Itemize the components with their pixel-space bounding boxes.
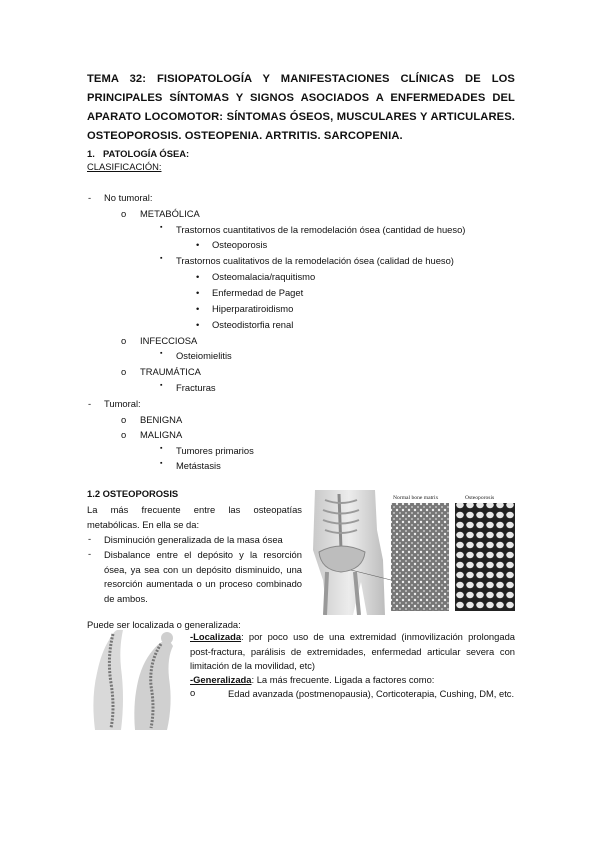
generalizada-paragraph — [190, 673, 515, 688]
outline-no-tumoral: No tumoral: — [104, 192, 153, 203]
outline-traumatica: TRAUMÁTICA — [140, 366, 201, 377]
localization-intro: Puede ser localizada o generalizada: — [87, 619, 241, 630]
skeleton-illustration — [313, 490, 385, 615]
normal-bone-matrix-label: Normal bone matrix — [393, 495, 439, 501]
page-title: TEMA 32: FISIOPATOLOGÍA Y MANIFESTACIONES CLÍNICAS DE LOS PRINCIPALES SÍNTOMAS Y SIGNOS ASOCIADOS A ENFERMEDADES DEL APARATO LOCOMOTOR: SÍNTOMAS ÓSEOS, MUSCULARES Y ARTICULARES. OSTEOPOROSIS. OSTEOPENIA. ARTRITIS. SARCOPENIA. — [87, 73, 515, 142]
square-bullet-icon: ▪ — [160, 224, 163, 231]
dash-marker: - — [88, 548, 92, 559]
spine-figure — [87, 628, 179, 730]
outline-osteomielitis: Osteiomielitis — [176, 350, 232, 361]
outline-hiperparatiroidismo: Hiperparatiroidismo — [212, 303, 294, 314]
outline-osteoporosis: Osteoporosis — [212, 239, 268, 250]
square-bullet-icon: ▪ — [160, 382, 163, 389]
outline-fracturas: Fracturas — [176, 382, 216, 393]
square-bullet-icon: ▪ — [160, 460, 163, 467]
bone-matrix-figure — [305, 490, 517, 615]
localizada-paragraph — [190, 630, 515, 674]
dash-marker: - — [88, 192, 92, 203]
normal-bone-matrix-image — [391, 503, 449, 611]
outline-osteomalacia: Osteomalacia/raquitismo — [212, 271, 316, 282]
outline-metastasis: Metástasis — [176, 460, 221, 471]
localizada-label: -Localizada — [190, 631, 242, 642]
section-1-heading — [87, 148, 189, 159]
bullet-icon: • — [196, 287, 200, 298]
section-1-title: PATOLOGÍA ÓSEA: — [103, 148, 190, 159]
square-bullet-icon: ▪ — [160, 350, 163, 357]
generalizada-text: : La más frecuente. Ligada a factores como: — [251, 674, 435, 685]
bullet-icon: • — [196, 271, 200, 282]
osteoporosis-bullet-1: Disminución generalizada de la masa ósea — [104, 534, 283, 545]
circle-marker: o — [190, 687, 196, 698]
outline-tumores-primarios: Tumores primarios — [176, 445, 254, 456]
square-bullet-icon: ▪ — [160, 445, 163, 452]
outline-metabolica: METABÓLICA — [140, 208, 200, 219]
osteoporosis-intro: La más frecuente entre las osteopatías metabólicas. En ella se da: — [87, 504, 302, 530]
outline-cualitativos: Trastornos cualitativos de la remodelación ósea (calidad de hueso) — [176, 255, 454, 266]
outline-osteodistrofia: Osteodistorfia renal — [212, 319, 294, 330]
spine-normal-illustration — [93, 630, 123, 730]
outline-paget: Enfermedad de Paget — [212, 287, 304, 298]
circle-marker: o — [121, 429, 127, 440]
bullet-icon: • — [196, 303, 200, 314]
osteoporosis-matrix-image — [455, 503, 515, 611]
localizada-text: : por poco uso de una extremidad (inmovilización prolongada post-fractura, parálisis de extremidades, enfermedad articular severa con limitación de la movilidad, etc) — [190, 631, 515, 671]
circle-marker: o — [121, 366, 127, 377]
osteoporosis-label: Osteoporosis — [465, 495, 495, 501]
outline-maligna: MALIGNA — [140, 429, 183, 440]
dash-marker: - — [88, 398, 92, 409]
square-bullet-icon: ▪ — [160, 255, 163, 262]
osteoporosis-bullet-2: Disbalance entre el depósito y la resorción ósea, ya sea con un depósito disminuido, una resorción aumentada o un proceso combinado de ambos. — [104, 549, 302, 604]
circle-marker: o — [121, 335, 127, 346]
bullet-icon: • — [196, 239, 200, 250]
outline-benigna: BENIGNA — [140, 414, 183, 425]
spine-osteoporosis-illustration — [134, 632, 173, 730]
bullet-icon: • — [196, 319, 200, 330]
dash-marker: - — [88, 533, 92, 544]
classification-subheading: CLASIFICACIÓN: — [87, 161, 162, 172]
circle-marker: o — [121, 414, 127, 425]
circle-marker: o — [121, 208, 127, 219]
generalizada-label: -Generalizada — [190, 674, 252, 685]
outline-infecciosa: INFECCIOSA — [140, 335, 198, 346]
outline-tumoral: Tumoral: — [104, 398, 141, 409]
section-osteoporosis-heading: 1.2 OSTEOPOROSIS — [87, 488, 179, 499]
section-1-number: 1. — [87, 148, 95, 159]
outline-cuantitativos: Trastornos cuantitativos de la remodelación ósea (cantidad de hueso) — [176, 224, 466, 235]
factores-text: Edad avanzada (postmenopausia), Corticoterapia, Cushing, DM, etc. — [228, 688, 515, 699]
